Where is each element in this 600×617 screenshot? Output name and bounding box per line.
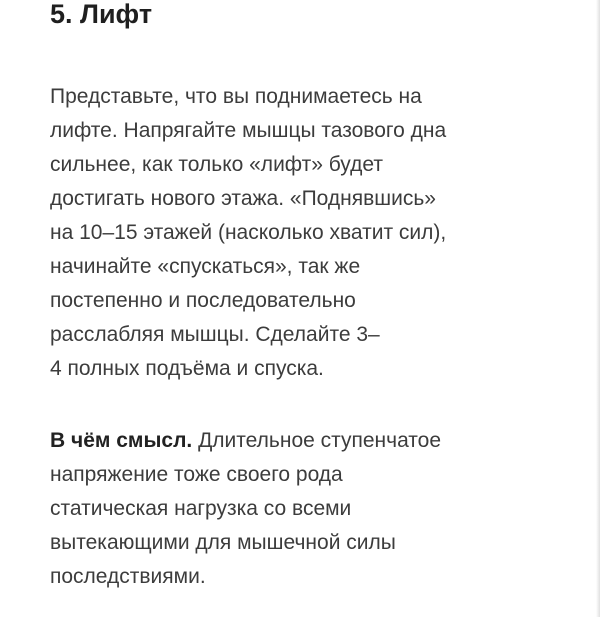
meaning-paragraph [50,424,441,594]
paragraph-line: постепенно и последовательно [50,289,356,312]
paragraph-line: вытекающими для мышечной силы [50,531,396,554]
meaning-lead-label: В чём смысл. [50,429,193,452]
paragraph-line: лифте. Напрягайте мышцы тазового дна [50,119,447,142]
exercise-description-paragraph [50,80,446,386]
paragraph-text: Длительное ступенчатое [192,429,442,452]
paragraph-line: статическая нагрузка со всеми [50,497,352,520]
paragraph-line: достигать нового этажа. «Поднявшись» [50,187,436,210]
paragraph-line: последствиями. [50,565,206,588]
paragraph-line: начинайте «спускаться», так же [50,255,361,278]
paragraph-first-line [50,424,441,458]
paragraph-line: расслабляя мышцы. Сделайте 3– [50,323,380,346]
paragraph-line: 4 полных подъёма и спуска. [50,357,324,380]
paragraph-line: на 10–15 этажей (насколько хватит сил), [50,221,447,244]
paragraph-line: сильнее, как только «лифт» будет [50,153,383,176]
paragraph-line: напряжение тоже своего рода [50,463,343,486]
page-edge-shadow [596,0,600,617]
section-heading: 5. Лифт [50,0,153,29]
paragraph-line: Представьте, что вы поднимаетесь на [50,85,422,108]
